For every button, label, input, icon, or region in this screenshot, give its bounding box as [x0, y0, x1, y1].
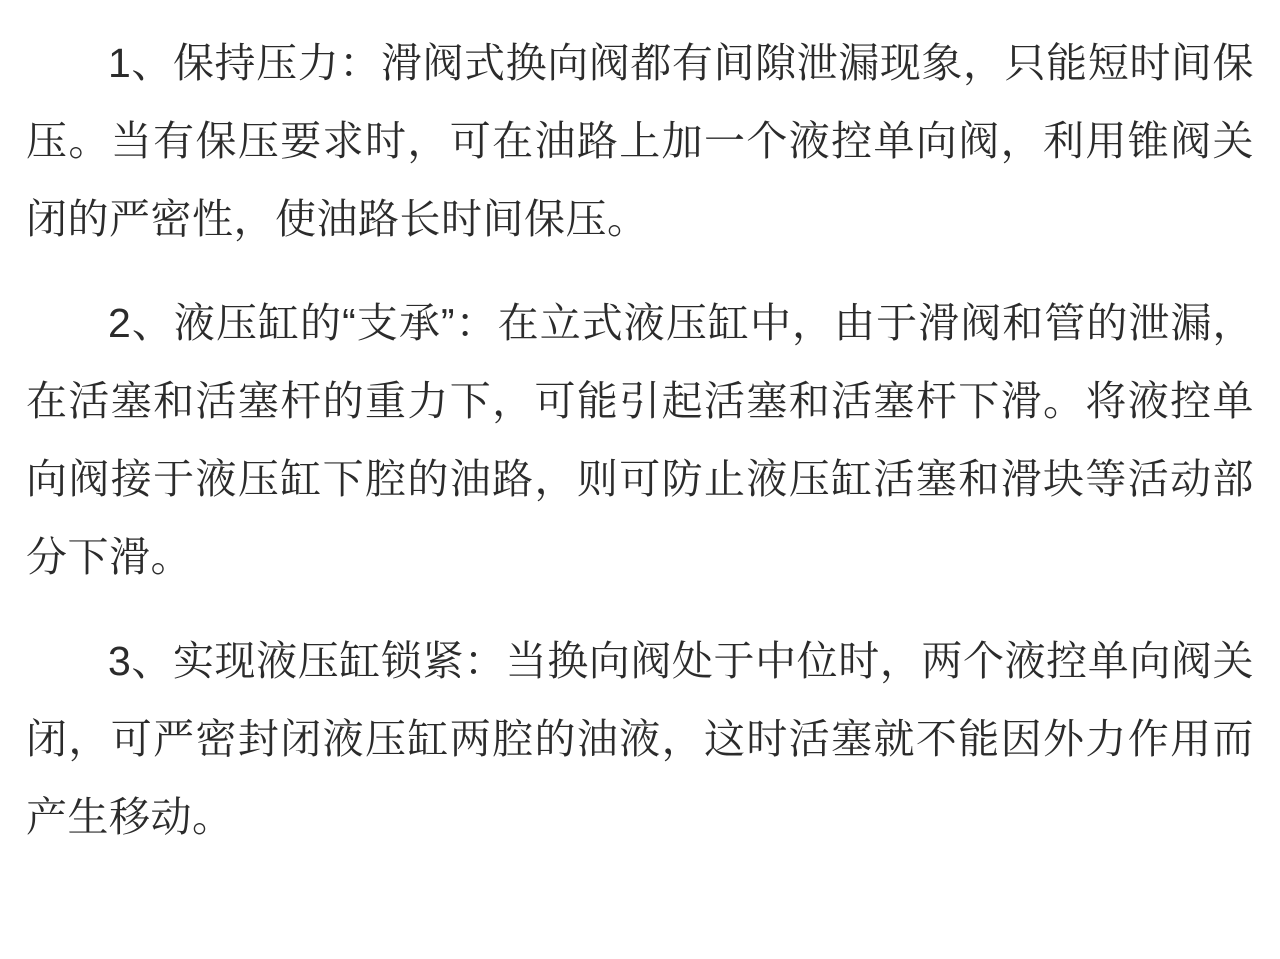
paragraph-item-2: 2、液压缸的“支承”：在立式液压缸中，由于滑阀和管的泄漏，在活塞和活塞杆的重力下，可能引起活塞和活塞杆下滑。将液控单向阀接于液压缸下腔的油路，则可防止液压缸活塞和滑块等活动部分下滑。	[26, 300, 1254, 580]
paragraph-item-3: 3、实现液压缸锁紧：当换向阀处于中位时，两个液控单向阀关闭，可严密封闭液压缸两腔的油液，这时活塞就不能因外力作用而产生移动。	[26, 638, 1254, 840]
paragraph-item-1: 1、保持压力：滑阀式换向阀都有间隙泄漏现象，只能短时间保压。当有保压要求时，可在油路上加一个液控单向阀，利用锥阀关闭的严密性，使油路长时间保压。	[26, 40, 1254, 242]
